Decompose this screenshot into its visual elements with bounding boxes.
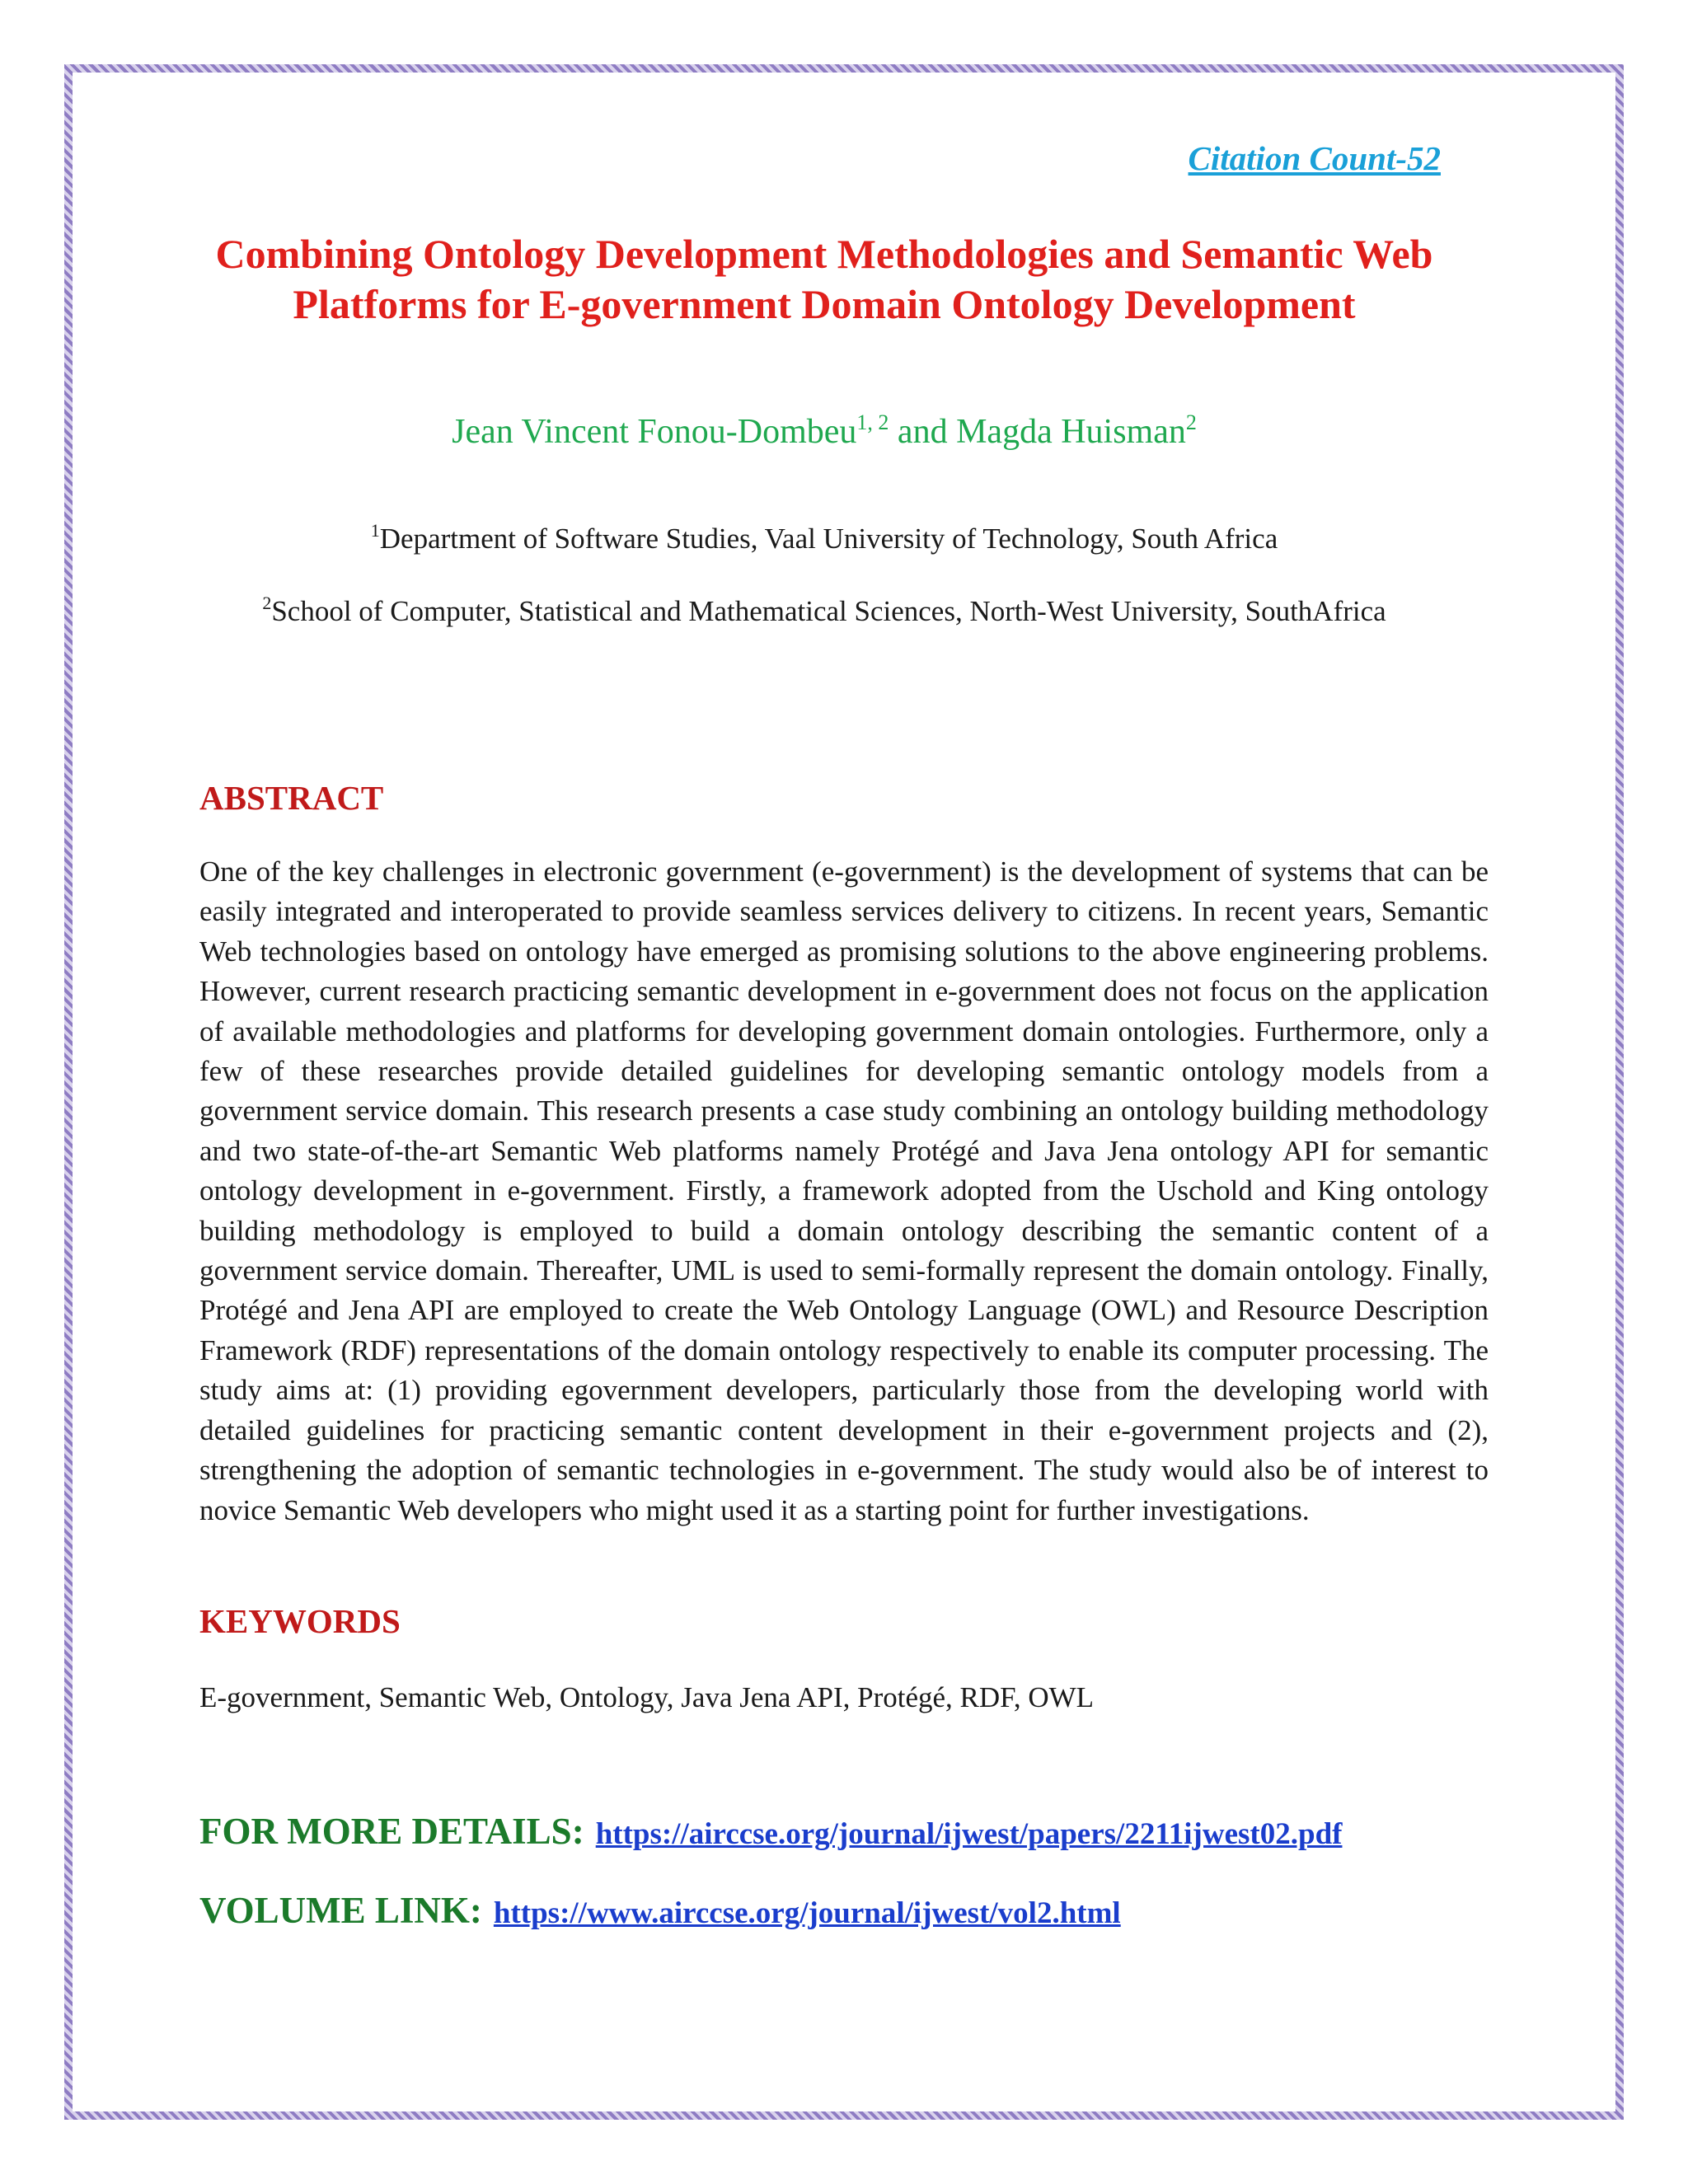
volume-url-link[interactable]: https://www.airccse.org/journal/ijwest/vol2.html — [493, 1896, 1121, 1930]
author-2-superscript: 2 — [1185, 410, 1197, 434]
author-name-1: Jean Vincent Fonou-Dombeu — [452, 413, 857, 451]
affiliation-1 — [198, 518, 1451, 560]
affiliation-2-superscript: 2 — [262, 593, 272, 613]
details-url-link[interactable]: https://airccse.org/journal/ijwest/papers/2211ijwest02.pdf — [595, 1817, 1343, 1851]
paper-title: Combining Ontology Development Methodologies and Semantic Web Platforms for E-government Domain Ontology Development — [215, 231, 1433, 327]
keywords-list: E-government, Semantic Web, Ontology, Java Jena API, Protégé, RDF, OWL — [199, 1681, 1095, 1713]
affiliation-2 — [198, 590, 1451, 633]
affiliation-1-superscript: 1 — [370, 520, 380, 541]
author-line — [198, 412, 1451, 452]
affiliation-2-text: School of Computer, Statistical and Mathematical Sciences, North-West University, SouthAfrica — [271, 595, 1386, 627]
abstract-heading: ABSTRACT — [199, 779, 384, 817]
author-conjunction: and — [889, 413, 957, 451]
author-1-superscript: 1, 2 — [856, 410, 889, 434]
keywords-heading: KEYWORDS — [199, 1602, 401, 1640]
volume-label: VOLUME LINK: — [199, 1890, 482, 1931]
details-label: FOR MORE DETAILS: — [199, 1811, 584, 1852]
author-name-2: Magda Huisman — [956, 413, 1186, 451]
abstract-body: One of the key challenges in electronic government (e-government) is the development of systems that can be easily integrated and interoperated to provide seamless services delivery to citizens. In recent years, Semantic Web technologies based on ontology have emerged as promising solutions to the above engineering problems. However, current research practicing semantic development in e-government does not focus on the application of available methodologies and platforms for developing government domain ontologies. Furthermore, only a few of these researches provide detailed guidelines for developing semantic ontology models from a government service domain. This research presents a case study combining an ontology building methodology and two state-of-the-art Semantic Web platforms namely Protégé and Java Jena ontology API for semantic ontology development in e-government. Firstly, a framework adopted from the Uschold and King ontology building methodology is employed to build a domain ontology describing the semantic content of a government service domain. Thereafter, UML is used to semi-formally represent the domain ontology. Finally, Protégé and Jena API are employed to create the Web Ontology Language (OWL) and Resource Description Framework (RDF) representations of the domain ontology respectively to enable its computer processing. The study aims at: (1) providing egovernment developers, particularly those from the developing world with detailed guidelines for practicing semantic content development in their e-government projects and (2), strengthening the adoption of semantic technologies in e-government. The study would also be of interest to novice Semantic Web developers who might used it as a starting point for further investigations. — [199, 855, 1489, 1526]
details-link-row — [199, 1810, 1342, 1853]
volume-link-row — [199, 1889, 1121, 1932]
affiliation-1-text: Department of Software Studies, Vaal University of Technology, South Africa — [379, 523, 1278, 555]
citation-count-link[interactable]: Citation Count-52 — [1188, 139, 1441, 177]
